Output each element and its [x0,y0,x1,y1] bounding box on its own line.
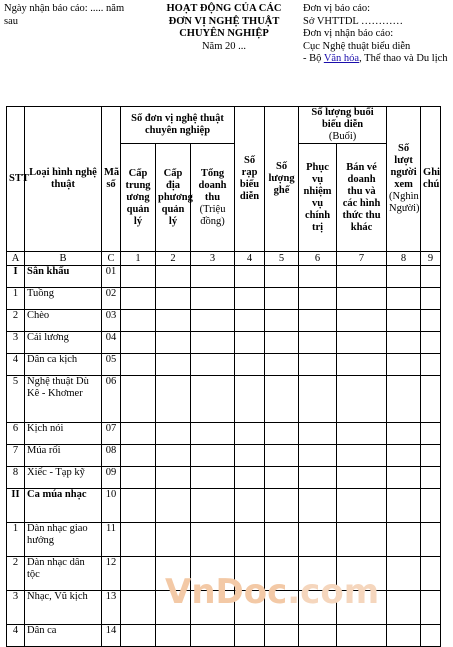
data-cell [265,445,299,467]
col-stt: STT [7,107,25,252]
column-index-row [7,252,441,266]
data-cell [387,445,421,467]
row-art-type: Chèo [25,310,102,332]
data-cell [337,310,387,332]
row-art-type: Dân ca kịch [25,354,102,376]
data-cell [156,310,191,332]
table-row [7,625,441,647]
report-table [6,106,441,647]
col-units-group: Số đơn vị nghệ thuật chuyên nghiệp [121,107,235,144]
data-cell [121,354,156,376]
data-cell [421,423,441,445]
data-cell [121,445,156,467]
row-stt: 2 [7,557,25,591]
data-cell [299,376,337,423]
data-cell [265,266,299,288]
data-cell [337,445,387,467]
data-cell [121,591,156,625]
data-cell [387,332,421,354]
data-cell [265,310,299,332]
data-cell [299,288,337,310]
data-cell [387,266,421,288]
data-cell [421,332,441,354]
data-cell [156,489,191,523]
data-cell [235,288,265,310]
row-art-type: Kịch nói [25,423,102,445]
data-cell [156,288,191,310]
data-cell [191,266,235,288]
ministry-suffix: , Thể thao và Du lịch [359,53,448,64]
reporting-units [303,3,451,66]
data-cell [156,467,191,489]
title-line2: ĐƠN VỊ NGHỆ THUẬT [168,15,280,27]
row-stt: 1 [7,288,25,310]
data-cell [121,489,156,523]
audience-title: Số lượt người xem [390,143,417,190]
receiving-unit-value: Cục Nghệ thuật biểu diễn [303,40,411,52]
col-seats: Số lượng ghế [265,107,299,252]
row-art-type: Nhạc, Vũ kịch [25,591,102,625]
data-cell [337,332,387,354]
reporting-unit-label: Đơn vị báo cáo: [303,3,371,14]
title-line3: CHUYÊN NGHIỆP [179,28,269,39]
data-cell [235,523,265,557]
row-code: 13 [102,591,121,625]
row-code: 01 [102,266,121,288]
data-cell [156,332,191,354]
received-date-text [4,3,154,28]
data-cell [299,423,337,445]
data-cell [337,266,387,288]
col-theaters: Số rạp biểu diễn [235,107,265,252]
data-cell [421,376,441,423]
data-cell [191,332,235,354]
vndoc-watermark [165,572,379,612]
data-cell [337,625,387,647]
data-cell [299,266,337,288]
row-code: 09 [102,467,121,489]
data-cell [156,625,191,647]
col-art-type: Loại hình nghệ thuật [25,107,102,252]
row-stt: I [7,266,25,288]
revenue-unit: (Triệu đồng) [199,203,226,227]
row-code: 08 [102,445,121,467]
report-year: Năm 20 ... [201,40,247,52]
data-cell [299,523,337,557]
data-cell [235,625,265,647]
data-cell [421,266,441,288]
data-cell [191,288,235,310]
row-art-type: Cải lương [25,332,102,354]
van-hoa-link[interactable]: Văn hóa [323,53,360,64]
table-row [7,354,441,376]
report-title [154,3,294,53]
index-cell: 1 [121,252,156,266]
row-stt: 3 [7,591,25,625]
table-row [7,288,441,310]
data-cell [235,489,265,523]
data-cell [387,423,421,445]
row-stt: 1 [7,523,25,557]
data-cell [387,625,421,647]
data-cell [265,376,299,423]
table-row [7,266,441,288]
data-cell [421,489,441,523]
row-art-type: Múa rối [25,445,102,467]
row-art-type: Sân khấu [25,266,102,288]
received-date-line2: sau [4,15,18,27]
data-cell [387,354,421,376]
data-cell [235,354,265,376]
row-code: 04 [102,332,121,354]
data-cell [265,288,299,310]
col-ticket: Bán vé doanh thu và các hình thức thu khác [337,144,387,252]
data-cell [387,557,421,591]
data-cell [421,310,441,332]
data-cell [121,523,156,557]
data-cell [235,332,265,354]
data-cell [121,266,156,288]
table-row [7,310,441,332]
data-cell [156,354,191,376]
data-cell [235,310,265,332]
performances-title: Số lượng buổi biểu diễn [311,107,374,130]
data-cell [421,523,441,557]
row-art-type: Dân ca [25,625,102,647]
row-stt: 7 [7,445,25,467]
data-cell [387,591,421,625]
data-cell [265,489,299,523]
col-code: Mã số [102,107,121,252]
index-cell: B [25,252,102,266]
row-stt: 4 [7,625,25,647]
row-code: 07 [102,423,121,445]
data-cell [121,332,156,354]
row-code: 14 [102,625,121,647]
data-cell [337,467,387,489]
row-stt: 4 [7,354,25,376]
table-row [7,332,441,354]
col-notes: Ghi chú [421,107,441,252]
data-cell [235,423,265,445]
row-art-type: Tuồng [25,288,102,310]
data-cell [265,332,299,354]
data-cell [337,523,387,557]
index-cell: 4 [235,252,265,266]
data-cell [387,523,421,557]
row-art-type: Xiếc - Tạp kỹ [25,467,102,489]
row-stt: 5 [7,376,25,423]
data-cell [421,557,441,591]
data-cell [421,467,441,489]
data-cell [191,376,235,423]
data-cell [235,445,265,467]
index-cell: 2 [156,252,191,266]
data-cell [121,423,156,445]
data-cell [235,467,265,489]
row-stt: 6 [7,423,25,445]
col-local: Cấp địa phương quản lý [156,144,191,252]
row-code: 06 [102,376,121,423]
receiving-unit-label: Đơn vị nhận báo cáo: [303,28,394,39]
data-cell [387,288,421,310]
data-cell [421,625,441,647]
index-cell: 8 [387,252,421,266]
col-audience [387,107,421,252]
col-performances-group [299,107,387,144]
data-cell [191,354,235,376]
row-art-type: Dàn nhạc dân tộc [25,557,102,591]
reporting-unit-value: Sở VHTTDL ………… [303,15,404,27]
data-cell [387,376,421,423]
data-cell [235,266,265,288]
data-cell [299,625,337,647]
data-cell [299,445,337,467]
data-cell [191,489,235,523]
title-line1: HOẠT ĐỘNG CỦA CÁC [166,3,282,14]
table-row [7,423,441,445]
data-cell [337,354,387,376]
data-cell [337,288,387,310]
data-cell [191,423,235,445]
data-cell [191,310,235,332]
data-cell [387,489,421,523]
data-cell [156,445,191,467]
data-cell [156,523,191,557]
data-cell [421,288,441,310]
data-cell [421,591,441,625]
row-code: 12 [102,557,121,591]
data-cell [265,523,299,557]
row-code: 10 [102,489,121,523]
data-cell [121,376,156,423]
data-cell [235,376,265,423]
data-cell [191,523,235,557]
data-cell [299,354,337,376]
data-cell [191,625,235,647]
table-row [7,523,441,557]
data-cell [121,467,156,489]
col-revenue [191,144,235,252]
row-art-type: Ca múa nhạc [25,489,102,523]
row-code: 02 [102,288,121,310]
data-cell [156,376,191,423]
row-stt: 2 [7,310,25,332]
col-central: Cấp trung ương quản lý [121,144,156,252]
index-cell: 6 [299,252,337,266]
data-cell [299,332,337,354]
index-cell: 5 [265,252,299,266]
row-art-type: Dàn nhạc giao hưởng [25,523,102,557]
index-cell: A [7,252,25,266]
data-cell [156,266,191,288]
data-cell [299,467,337,489]
data-cell [121,310,156,332]
table-row [7,489,441,523]
received-date-line1: Ngày nhận báo cáo: ..... năm [4,3,125,14]
data-cell [191,445,235,467]
table-row [7,467,441,489]
data-cell [191,467,235,489]
row-code: 03 [102,310,121,332]
col-political: Phục vụ nhiệm vụ chính trị [299,144,337,252]
row-stt: 3 [7,332,25,354]
data-cell [299,489,337,523]
row-stt: 8 [7,467,25,489]
ministry-line [303,53,451,66]
row-art-type: Nghệ thuật Dù Kê - Khơmer [25,376,102,423]
row-code: 11 [102,523,121,557]
data-cell [121,288,156,310]
index-cell: C [102,252,121,266]
data-cell [121,557,156,591]
data-cell [421,445,441,467]
data-cell [156,423,191,445]
data-cell [337,489,387,523]
data-cell [387,467,421,489]
data-cell [387,310,421,332]
watermark-domain: .com [287,572,380,612]
data-cell [421,354,441,376]
data-cell [121,625,156,647]
row-code: 05 [102,354,121,376]
index-cell: 3 [191,252,235,266]
table-row [7,376,441,423]
data-cell [265,467,299,489]
audience-unit: (Nghìn Người) [389,191,420,214]
data-cell [265,354,299,376]
data-cell [265,625,299,647]
watermark-text: VnDoc [165,572,288,612]
ministry-prefix: - Bộ [303,53,324,64]
row-stt: II [7,489,25,523]
revenue-title: Tổng doanh thu [198,167,227,203]
index-cell: 9 [421,252,441,266]
data-cell [265,423,299,445]
data-cell [337,376,387,423]
table-row [7,445,441,467]
data-cell [337,423,387,445]
index-cell: 7 [337,252,387,266]
data-cell [299,310,337,332]
performances-unit: (Buổi) [328,131,357,142]
